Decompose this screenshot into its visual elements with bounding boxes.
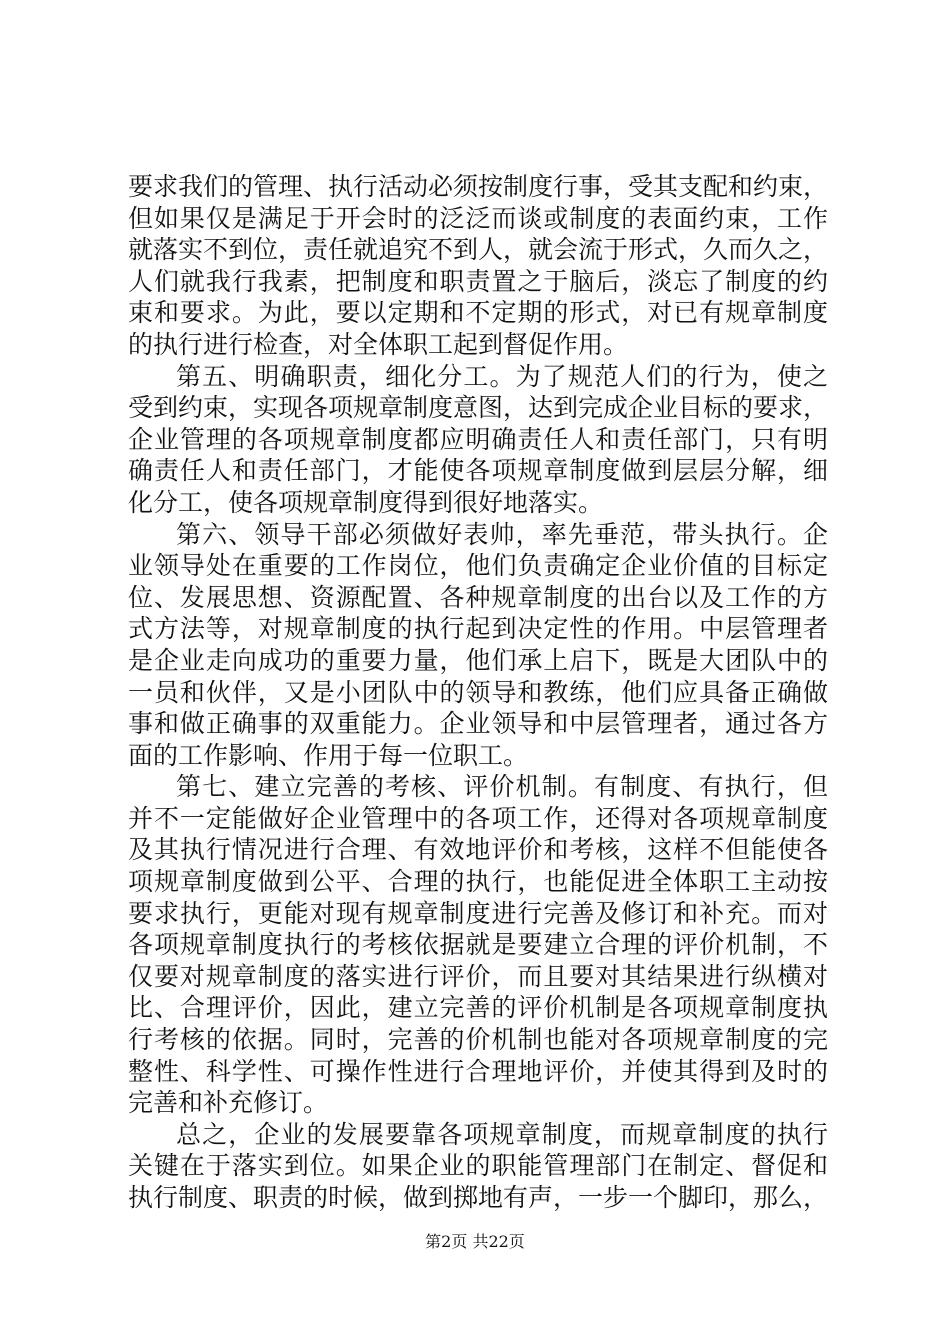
paragraph [128, 771, 828, 1119]
text-line: 束和要求。为此，要以定期和不定期的形式，对已有规章制度 [128, 298, 828, 328]
text-line: 是企业走向成功的重要力量，他们承上启下，既是大团队中的 [128, 645, 828, 675]
page-footer [0, 1232, 950, 1252]
text-line: 一员和伙伴，又是小团队中的领导和教练，他们应具备正确做 [128, 677, 828, 707]
text-line: 人们就我行我素，把制度和职责置之于脑后，淡忘了制度的约 [128, 266, 828, 296]
text-line: 第五、明确职责，细化分工。为了规范人们的行为，使之 [176, 361, 828, 391]
text-line: 完善和补充修订。 [128, 1088, 329, 1118]
text-line: 比、合理评价，因此，建立完善的评价机制是各项规章制度执 [128, 993, 828, 1023]
paragraph [128, 1119, 828, 1214]
text-line: 执行制度、职责的时候，做到掷地有声，一步一个脚印，那么， [128, 1183, 829, 1212]
text-line: 要求我们的管理、执行活动必须按制度行事，受其支配和约束， [128, 172, 829, 201]
text-line: 整性、科学性、可操作性进行合理地评价，并使其得到及时的 [128, 1056, 828, 1086]
document-body [128, 171, 828, 1214]
text-line: 业领导处在重要的工作岗位，他们负责确定企业价值的目标定 [128, 551, 828, 581]
text-line: 第六、领导干部必须做好表帅，率先垂范，带头执行。企 [176, 519, 828, 549]
paragraph [128, 171, 828, 361]
text-line: 就落实不到位，责任就追究不到人，就会流于形式，久而久之， [128, 235, 829, 265]
text-line: 事和做正确事的双重能力。企业领导和中层管理者，通过各方 [128, 709, 828, 739]
text-line: 的执行进行检查，对全体职工起到督促作用。 [128, 329, 629, 359]
text-line: 仅要对规章制度的落实进行评价，而且要对其结果进行纵横对 [128, 961, 828, 991]
text-line: 第七、建立完善的考核、评价机制。有制度、有执行，但 [176, 772, 828, 802]
text-line: 式方法等，对规章制度的执行起到决定性的作用。中层管理者 [128, 614, 828, 644]
text-line: 位、发展思想、资源配置、各种规章制度的出台以及工作的方 [128, 582, 828, 612]
text-line: 行考核的依据。同时，完善的价机制也能对各项规章制度的完 [128, 1025, 828, 1055]
text-line: 各项规章制度执行的考核依据就是要建立合理的评价机制，不 [128, 930, 828, 960]
text-line: 总之，企业的发展要靠各项规章制度，而规章制度的执行 [176, 1119, 828, 1149]
text-line: 受到约束，实现各项规章制度意图，达到完成企业目标的要求， [128, 393, 829, 423]
text-line: 面的工作影响、作用于每一位职工。 [128, 740, 529, 770]
text-line: 确责任人和责任部门，才能使各项规章制度做到层层分解，细 [128, 456, 828, 486]
text-line: 并不一定能做好企业管理中的各项工作，还得对各项规章制度 [128, 803, 828, 833]
text-line: 化分工，使各项规章制度得到很好地落实。 [128, 487, 604, 517]
text-line: 关键在于落实到位。如果企业的职能管理部门在制定、督促和 [128, 1151, 828, 1181]
page-number-label: 第2页 共22页 [425, 1232, 525, 1251]
text-line: 项规章制度做到公平、合理的执行，也能促进全体职工主动按 [128, 867, 828, 897]
paragraph [128, 519, 828, 772]
text-line: 及其执行情况进行合理、有效地评价和考核，这样不但能使各 [128, 835, 828, 865]
text-line: 企业管理的各项规章制度都应明确责任人和责任部门，只有明 [128, 424, 828, 454]
text-line: 要求执行，更能对现有规章制度进行完善及修订和补充。而对 [128, 898, 828, 928]
paragraph [128, 361, 828, 519]
text-line: 但如果仅是满足于开会时的泛泛而谈或制度的表面约束，工作 [128, 203, 828, 233]
